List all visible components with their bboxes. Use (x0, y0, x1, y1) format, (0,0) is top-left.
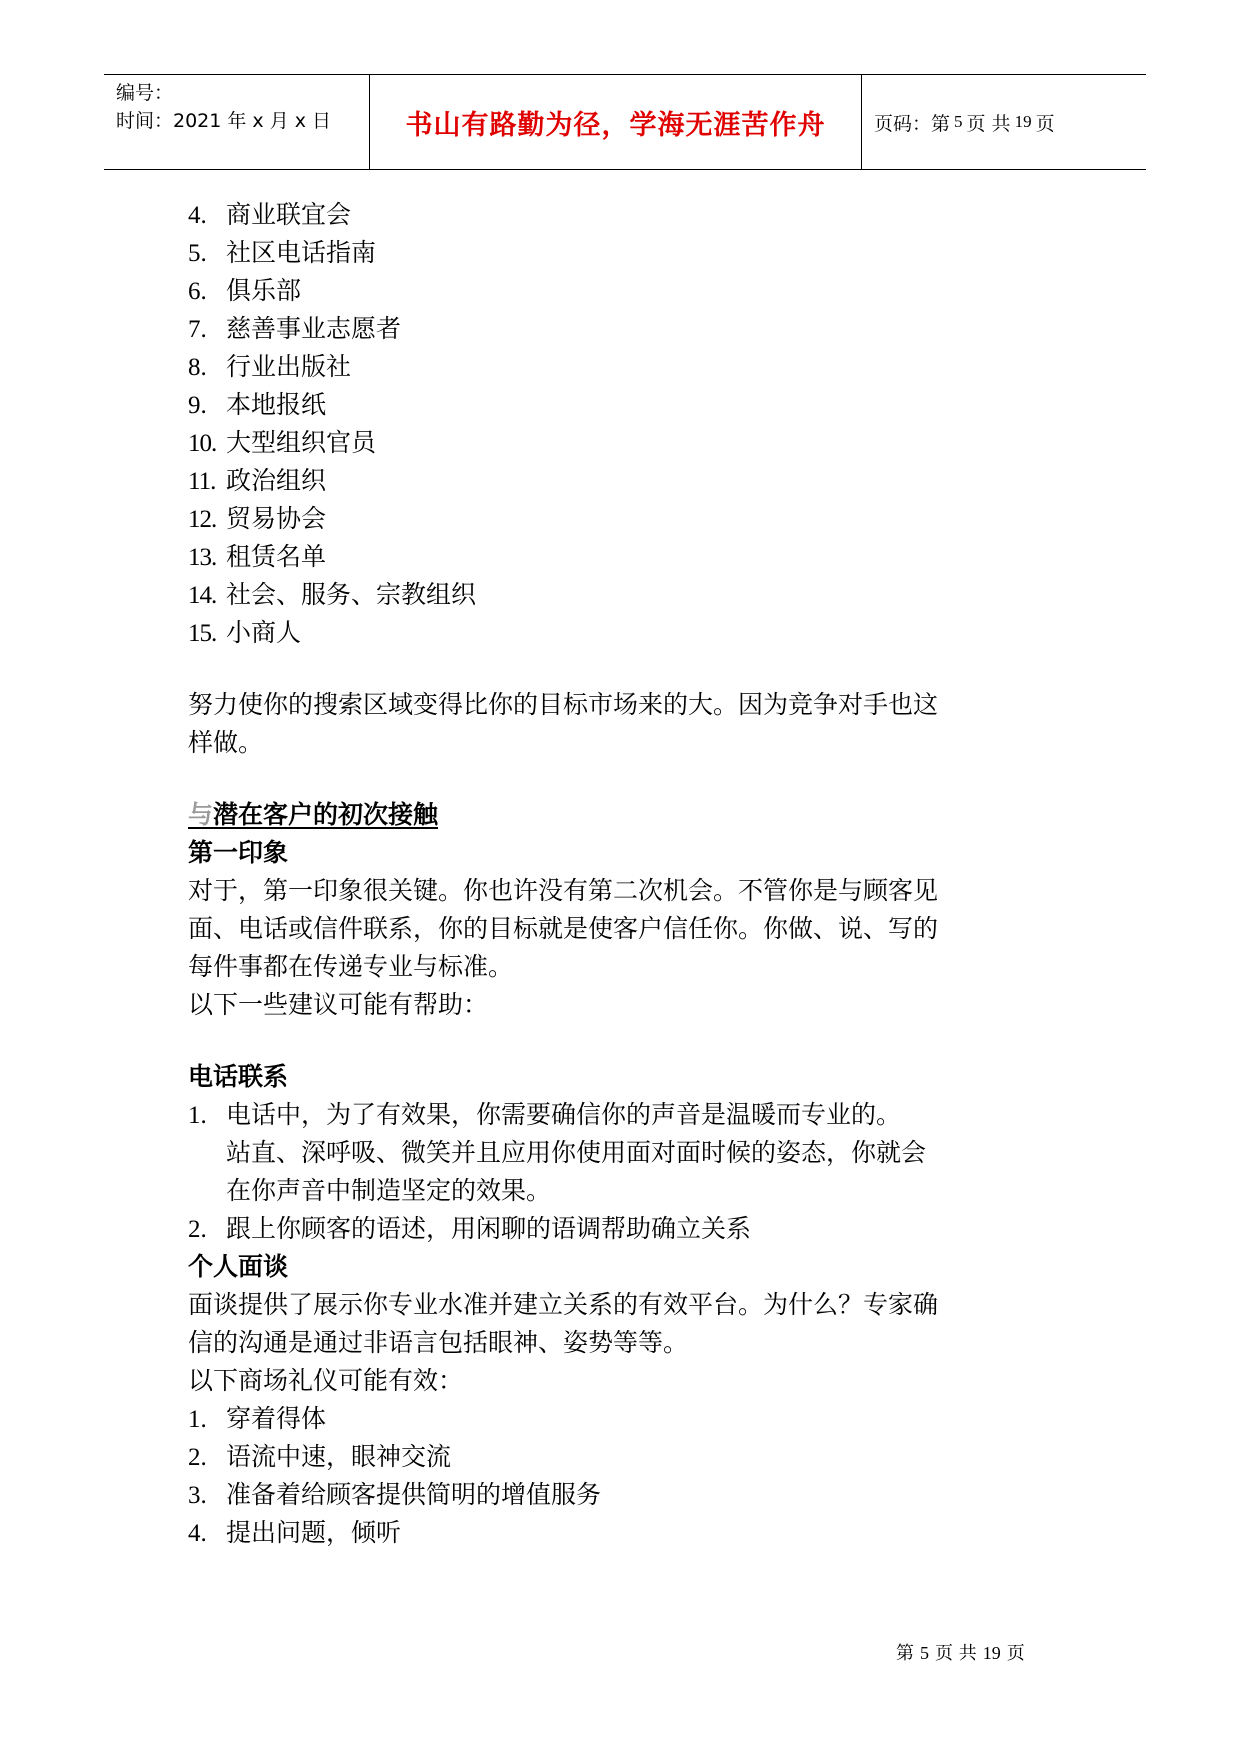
spacer (188, 652, 1068, 686)
list-text: 俱乐部 (226, 276, 302, 305)
list-text: 跟上你顾客的语述，用闲聊的语调帮助确立关系 (226, 1214, 752, 1243)
time-label: 时间：2021 年 x 月 x 日 (116, 110, 332, 132)
list-number: 13. (188, 544, 217, 571)
page-current: 5 (954, 112, 963, 131)
paragraph-line: 对于，第一印象很关键。你也许没有第二次机会。不管你是与顾客见 (188, 876, 939, 905)
list-number: 4. (188, 1520, 207, 1547)
list-item-continuation: 站直、深呼吸、微笑并且应用你使用面对面时候的姿态，你就会 (226, 1138, 927, 1167)
list-text: 电话中，为了有效果，你需要确信你的声音是温暖而专业的。 (226, 1100, 902, 1129)
footer-suffix: 页 (1006, 1643, 1025, 1664)
list-number: 12. (188, 506, 217, 533)
spacer (188, 1024, 1068, 1058)
list-number: 10. (188, 430, 217, 457)
paragraph-line: 努力使你的搜索区域变得比你的目标市场来的大。因为竞争对手也这 (188, 690, 939, 719)
paragraph-line: 以下一些建议可能有帮助： (188, 990, 489, 1019)
list-item (188, 576, 1068, 614)
header-divider (861, 75, 862, 169)
list-item (188, 1514, 1068, 1552)
list-text: 社会、服务、宗教组织 (226, 580, 477, 609)
list-item (188, 1400, 1068, 1438)
spacer (188, 762, 1068, 796)
page-total: 19 (1014, 112, 1032, 131)
header-page-number (874, 75, 1055, 169)
list-text: 商业联宜会 (226, 200, 352, 229)
page-footer (896, 1639, 1025, 1665)
section-title (188, 796, 1068, 834)
list-text: 语流中速，眼神交流 (226, 1442, 452, 1471)
paragraph-line: 面谈提供了展示你专业水准并建立关系的有效平台。为什么？专家确 (188, 1290, 939, 1319)
list-item (188, 1210, 1068, 1248)
list-item (188, 1096, 1068, 1134)
list-item (188, 234, 1068, 272)
list-item (188, 196, 1068, 234)
list-number: 1. (188, 1102, 207, 1129)
serial-label: 编号： (116, 82, 174, 104)
list-item (188, 538, 1068, 576)
section-title-text: 潜在客户的初次接触 (213, 800, 439, 829)
list-number: 11. (188, 468, 216, 495)
list-number: 2. (188, 1444, 207, 1471)
footer-current: 5 (920, 1643, 929, 1663)
list-item (188, 386, 1068, 424)
list-text: 大型组织官员 (226, 428, 377, 457)
header-motto: 书山有路勤为径，学海无涯苦作舟 (405, 109, 826, 141)
page-header (104, 74, 1146, 170)
list-text: 准备着给顾客提供简明的增值服务 (226, 1480, 602, 1509)
list-number: 6. (188, 278, 207, 305)
list-item (188, 272, 1068, 310)
list-item (188, 500, 1068, 538)
header-meta (116, 79, 331, 135)
list-item (188, 310, 1068, 348)
list-text: 穿着得体 (226, 1404, 327, 1433)
document-body (188, 196, 1068, 1552)
heading-phone-contact: 电话联系 (188, 1062, 289, 1091)
list-text: 政治组织 (226, 466, 327, 495)
source-list (188, 196, 1068, 652)
etiquette-list (188, 1400, 1068, 1552)
interview-body (188, 1286, 1068, 1400)
first-impression-body (188, 872, 1068, 1024)
list-number: 9. (188, 392, 207, 419)
list-text: 行业出版社 (226, 352, 352, 381)
list-text: 提出问题，倾听 (226, 1518, 402, 1547)
list-number: 5. (188, 240, 207, 267)
footer-prefix: 第 (896, 1643, 914, 1664)
page-prefix: 页码：第 (874, 112, 951, 135)
paragraph-line: 信的沟通是通过非语言包括眼神、姿势等等。 (188, 1328, 689, 1357)
paragraph-line: 以下商场礼仪可能有效： (188, 1366, 464, 1395)
footer-total: 19 (982, 1643, 1001, 1663)
list-text: 贸易协会 (226, 504, 327, 533)
paragraph-line: 面、电话或信件联系，你的目标就是使客户信任你。你做、说、写的 (188, 914, 939, 943)
list-text: 本地报纸 (226, 390, 327, 419)
list-number: 2. (188, 1216, 207, 1243)
list-number: 14. (188, 582, 217, 609)
list-number: 15. (188, 620, 217, 647)
phone-list (188, 1096, 1068, 1248)
paragraph-line: 每件事都在传递专业与标准。 (188, 952, 514, 981)
paragraph-line: 样做。 (188, 728, 264, 757)
list-item (188, 1476, 1068, 1514)
list-text: 租赁名单 (226, 542, 327, 571)
list-text: 慈善事业志愿者 (226, 314, 402, 343)
list-number: 7. (188, 316, 207, 343)
heading-personal-interview: 个人面谈 (188, 1252, 289, 1281)
list-item (188, 424, 1068, 462)
list-item (188, 348, 1068, 386)
list-item (188, 1438, 1068, 1476)
list-number: 3. (188, 1482, 207, 1509)
list-number: 8. (188, 354, 207, 381)
footer-middle: 页 共 (935, 1643, 977, 1664)
page-middle: 页 共 (966, 112, 1011, 135)
list-item (188, 462, 1068, 500)
list-item (188, 614, 1068, 652)
list-number: 1. (188, 1406, 207, 1433)
page-suffix: 页 (1035, 112, 1055, 135)
list-number: 4. (188, 202, 207, 229)
heading-first-impression: 第一印象 (188, 838, 289, 867)
list-text: 小商人 (226, 618, 302, 647)
list-text: 社区电话指南 (226, 238, 377, 267)
list-item-continuation: 在你声音中制造坚定的效果。 (226, 1176, 552, 1205)
section-title-faded: 与 (188, 800, 214, 829)
paragraph-search-area (188, 686, 1068, 762)
